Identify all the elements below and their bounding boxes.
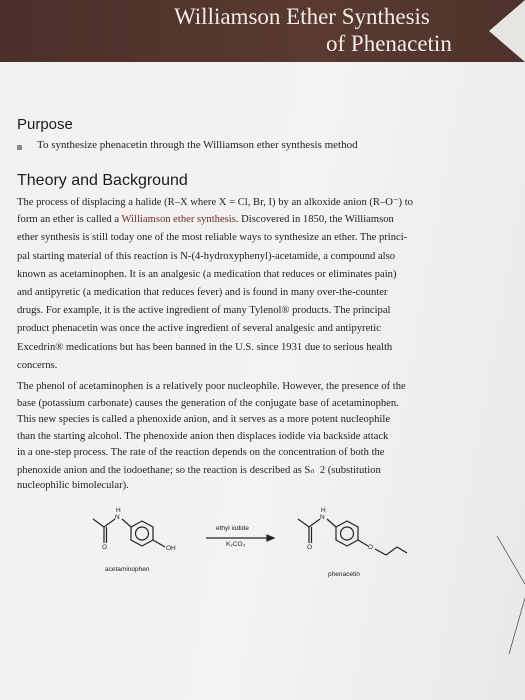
page-edge-line: [495, 536, 525, 656]
paragraph-line: phenoxide anion and the iodoethane; so the reaction is described as Sₙ 2 (substitution: [17, 464, 381, 476]
atom-o: O: [307, 544, 313, 551]
bond: [298, 519, 309, 527]
paragraph-line: base (potassium carbonate) causes the generation of the conjugate base of acetaminophen.: [17, 397, 399, 409]
bullet-icon: [17, 145, 22, 150]
bond: [327, 519, 336, 527]
atom-o: O: [102, 544, 108, 551]
atom-n: N: [115, 514, 120, 521]
bond: [122, 519, 131, 527]
bond: [309, 519, 320, 527]
bond: [153, 540, 165, 547]
purpose-item: To synthesize phenacetin through the Williamson ether synthesis method: [37, 139, 358, 151]
aromatic-circle: [341, 527, 354, 540]
paragraph-line: drugs. For example, it is the active ingredient of many Tylenol® products. The principal: [17, 305, 391, 317]
paragraph-line: known as acetaminophen. It is an analgesic (a medication that reduces or eliminates pain): [17, 268, 397, 280]
theory-heading: Theory and Background: [17, 172, 188, 189]
benzene-ring: [336, 521, 358, 546]
bond: [358, 540, 368, 546]
paragraph-line: nucleophilic bimolecular).: [17, 480, 129, 491]
atom-o: O: [368, 544, 374, 551]
bond: [386, 547, 397, 555]
purpose-heading: Purpose: [17, 116, 73, 133]
product-label: phenacetin: [328, 571, 360, 578]
benzene-ring: [131, 521, 153, 546]
paragraph-line: This new species is called a phenoxide anion, and it serves as a more potent nucleophile: [17, 414, 391, 425]
reaction-arrowhead: [267, 535, 274, 541]
paragraph-line: ether synthesis is still today one of the most reliable ways to synthesize an ether. The princi-: [17, 232, 408, 244]
paragraph-line: product phenacetin was once the active ingredient of several analgesic and antipyretic: [17, 323, 381, 335]
bond: [397, 547, 407, 553]
paragraph-line: The phenol of acetaminophen is a relatively poor nucleophile. However, the presence of the: [17, 381, 406, 392]
atom-n: N: [320, 514, 325, 521]
page-title-line-1: Williamson Ether Synthesis: [174, 4, 430, 29]
paragraph-line: in a one-step process. The rate of the reaction depends on the concentration of both the: [17, 447, 385, 458]
highlighted-term: Williamson ether synthesis: [121, 214, 236, 226]
paragraph-line: concerns.: [17, 359, 58, 371]
page-title-line-2: of Phenacetin: [326, 31, 452, 56]
paragraph-line: and antipyretic (a medication that reduces fever) and is found in many over-the-counter: [17, 287, 388, 298]
reaction-diagram: [0, 505, 525, 585]
atom-h: H: [321, 507, 326, 514]
reaction-scheme: [0, 505, 525, 585]
atom-h: H: [116, 507, 121, 514]
aromatic-circle: [136, 527, 149, 540]
bond: [104, 519, 115, 527]
banner-notch: [489, 0, 525, 62]
bond: [93, 519, 104, 527]
bond: [375, 549, 386, 555]
reactant-label: acetaminophen: [105, 566, 150, 573]
atom-oh: OH: [166, 545, 176, 552]
paragraph-line: The process of displacing a halide (R–X where X = Cl, Br, I) by an alkoxide anion (R–O⁻) to: [17, 197, 413, 208]
paragraph-line: form an ether is called a Williamson ether synthesis. Discovered in 1850, the Williamson: [17, 214, 394, 226]
paragraph-line: Excedrin® medications but has been banned in the U.S. since 1931 due to serious health: [17, 341, 393, 353]
reagent-potassium-carbonate: K₂CO₃: [226, 541, 246, 548]
reagent-ethyl-iodide: ethyl iodide: [216, 525, 249, 532]
paragraph-line: than the starting alcohol. The phenoxide anion then displaces iodide via backside attack: [17, 430, 389, 442]
paragraph-line: pal starting material of this reaction is N-(4-hydroxyphenyl)-acetamide, a compound also: [17, 250, 396, 262]
